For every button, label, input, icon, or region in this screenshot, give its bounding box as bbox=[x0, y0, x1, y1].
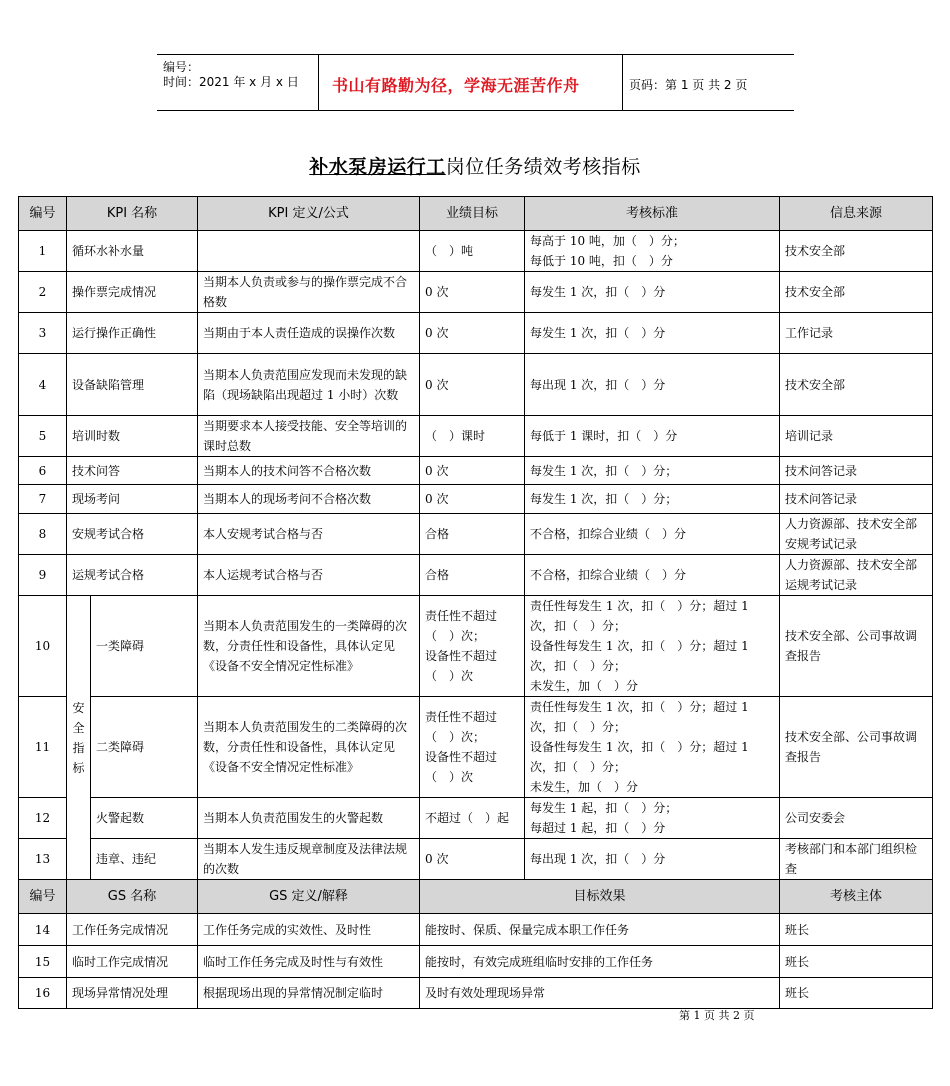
row-number: 1 bbox=[19, 231, 67, 272]
table-row bbox=[19, 555, 933, 596]
table-row bbox=[19, 313, 933, 354]
kpi-source: 技术安全部、公司事故调查报告 bbox=[780, 596, 933, 697]
header-cell: 编号 bbox=[19, 197, 67, 231]
kpi-name: 培训时数 bbox=[67, 416, 198, 457]
kpi-source: 公司安委会 bbox=[780, 798, 933, 839]
kpi-definition: 当期本人负责范围发生的火警起数 bbox=[198, 798, 420, 839]
kpi-standard: 每发生 1 次，扣（ ）分； bbox=[525, 457, 780, 485]
header-cell: 业绩目标 bbox=[420, 197, 525, 231]
document-header bbox=[157, 54, 794, 111]
kpi-name: 设备缺陷管理 bbox=[67, 354, 198, 416]
table-row bbox=[19, 485, 933, 514]
header-cell: GS 名称 bbox=[67, 880, 198, 914]
gs-name: 临时工作完成情况 bbox=[67, 946, 198, 978]
kpi-source: 技术安全部 bbox=[780, 354, 933, 416]
kpi-target: 0 次 bbox=[420, 839, 525, 880]
kpi-target: 0 次 bbox=[420, 354, 525, 416]
table-row bbox=[19, 272, 933, 313]
kpi-definition: 本人运规考试合格与否 bbox=[198, 555, 420, 596]
gs-name: 现场异常情况处理 bbox=[67, 978, 198, 1009]
table-row bbox=[19, 354, 933, 416]
gs-header-row bbox=[19, 880, 933, 914]
gs-effect: 及时有效处理现场异常 bbox=[420, 978, 780, 1009]
table-row bbox=[19, 946, 933, 978]
header-cell: 信息来源 bbox=[780, 197, 933, 231]
kpi-standard: 责任性每发生 1 次，扣（ ）分；超过 1 次，扣（ ）分； 设备性每发生 1 次，扣（ ）分；超过 1 次，扣（ ）分； 未发生，加（ ）分 bbox=[525, 697, 780, 798]
row-number: 7 bbox=[19, 485, 67, 514]
title-position-name: 补水泵房运行工 bbox=[309, 156, 446, 178]
kpi-target: 不超过（ ）起 bbox=[420, 798, 525, 839]
kpi-definition: 当期本人发生违反规章制度及法律法规的次数 bbox=[198, 839, 420, 880]
row-number: 15 bbox=[19, 946, 67, 978]
kpi-name: 一类障碍 bbox=[91, 596, 198, 697]
kpi-name: 火警起数 bbox=[91, 798, 198, 839]
kpi-definition: 当期要求本人接受技能、安全等培训的课时总数 bbox=[198, 416, 420, 457]
kpi-definition: 当期本人负责范围发生的二类障碍的次数，分责任性和设备性，具体认定见《设备不安全情况定性标准》 bbox=[198, 697, 420, 798]
header-cell: 考核主体 bbox=[780, 880, 933, 914]
row-number: 2 bbox=[19, 272, 67, 313]
kpi-target: 责任性不超过（ ）次； 设备性不超过（ ）次 bbox=[420, 697, 525, 798]
safety-group-label: 安全指标 bbox=[67, 596, 91, 880]
kpi-source: 人力资源部、技术安全部运规考试记录 bbox=[780, 555, 933, 596]
row-number: 8 bbox=[19, 514, 67, 555]
kpi-source: 技术安全部 bbox=[780, 272, 933, 313]
title-rest: 岗位任务绩效考核指标 bbox=[445, 156, 641, 178]
kpi-target: 合格 bbox=[420, 555, 525, 596]
kpi-standard: 每发生 1 次，扣（ ）分 bbox=[525, 272, 780, 313]
kpi-source: 工作记录 bbox=[780, 313, 933, 354]
header-cell: KPI 定义/公式 bbox=[198, 197, 420, 231]
table-row bbox=[19, 416, 933, 457]
kpi-target: 0 次 bbox=[420, 485, 525, 514]
row-number: 10 bbox=[19, 596, 67, 697]
kpi-standard: 每高于 10 吨，加（ ）分； 每低于 10 吨，扣（ ）分 bbox=[525, 231, 780, 272]
kpi-standard: 每出现 1 次，扣（ ）分 bbox=[525, 354, 780, 416]
kpi-standard: 不合格，扣综合业绩（ ）分 bbox=[525, 514, 780, 555]
kpi-definition: 本人安规考试合格与否 bbox=[198, 514, 420, 555]
kpi-definition: 当期本人负责范围应发现而未发现的缺陷（现场缺陷出现超过 1 小时）次数 bbox=[198, 354, 420, 416]
table-row bbox=[19, 697, 933, 798]
kpi-target: 责任性不超过（ ）次； 设备性不超过（ ）次 bbox=[420, 596, 525, 697]
kpi-name: 运规考试合格 bbox=[67, 555, 198, 596]
table-row bbox=[19, 514, 933, 555]
kpi-target: 0 次 bbox=[420, 457, 525, 485]
header-page-info: 页码：第 1 页 共 2 页 bbox=[629, 78, 748, 92]
gs-definition: 工作任务完成的实效性、及时性 bbox=[198, 914, 420, 946]
kpi-standard: 每发生 1 起，扣（ ）分； 每超过 1 起，扣（ ）分 bbox=[525, 798, 780, 839]
kpi-definition: 当期本人负责范围发生的一类障碍的次数，分责任性和设备性，具体认定见《设备不安全情况定性标准》 bbox=[198, 596, 420, 697]
kpi-source: 培训记录 bbox=[780, 416, 933, 457]
table-row bbox=[19, 798, 933, 839]
row-number: 16 bbox=[19, 978, 67, 1009]
kpi-source: 技术问答记录 bbox=[780, 485, 933, 514]
kpi-standard: 每发生 1 次，扣（ ）分； bbox=[525, 485, 780, 514]
header-cell: 目标效果 bbox=[420, 880, 780, 914]
kpi-source: 技术安全部 bbox=[780, 231, 933, 272]
kpi-source: 技术问答记录 bbox=[780, 457, 933, 485]
gs-owner: 班长 bbox=[780, 914, 933, 946]
gs-name: 工作任务完成情况 bbox=[67, 914, 198, 946]
table-row bbox=[19, 231, 933, 272]
kpi-definition bbox=[198, 231, 420, 272]
gs-definition: 根据现场出现的异常情况制定临时 bbox=[198, 978, 420, 1009]
header-divider bbox=[318, 55, 319, 110]
document-number-label: 编号： bbox=[163, 60, 200, 74]
kpi-name: 操作票完成情况 bbox=[67, 272, 198, 313]
row-number: 9 bbox=[19, 555, 67, 596]
kpi-target: （ ）吨 bbox=[420, 231, 525, 272]
gs-effect: 能按时、保质、保量完成本职工作任务 bbox=[420, 914, 780, 946]
header-cell: KPI 名称 bbox=[67, 197, 198, 231]
page-title bbox=[0, 152, 950, 179]
gs-owner: 班长 bbox=[780, 946, 933, 978]
header-motto: 书山有路勤为径，学海无涯苦作舟 bbox=[332, 76, 580, 95]
kpi-definition: 当期由于本人责任造成的误操作次数 bbox=[198, 313, 420, 354]
kpi-source: 人力资源部、技术安全部安规考试记录 bbox=[780, 514, 933, 555]
kpi-name: 运行操作正确性 bbox=[67, 313, 198, 354]
table-row bbox=[19, 914, 933, 946]
kpi-standard: 责任性每发生 1 次，扣（ ）分；超过 1 次，扣（ ）分； 设备性每发生 1 次，扣（ ）分；超过 1 次，扣（ ）分； 未发生，加（ ）分 bbox=[525, 596, 780, 697]
kpi-name: 二类障碍 bbox=[91, 697, 198, 798]
kpi-name: 循环水补水量 bbox=[67, 231, 198, 272]
kpi-name: 违章、违纪 bbox=[91, 839, 198, 880]
row-number: 12 bbox=[19, 798, 67, 839]
row-number: 13 bbox=[19, 839, 67, 880]
kpi-source: 技术安全部、公司事故调查报告 bbox=[780, 697, 933, 798]
page-footer: 第 1 页 共 2 页 bbox=[679, 1009, 755, 1022]
kpi-target: （ ）课时 bbox=[420, 416, 525, 457]
kpi-standard: 不合格，扣综合业绩（ ）分 bbox=[525, 555, 780, 596]
kpi-definition: 当期本人的技术问答不合格次数 bbox=[198, 457, 420, 485]
kpi-header-row bbox=[19, 197, 933, 231]
kpi-standard: 每低于 1 课时，扣（ ）分 bbox=[525, 416, 780, 457]
table-row bbox=[19, 596, 933, 697]
kpi-standard: 每发生 1 次，扣（ ）分 bbox=[525, 313, 780, 354]
document-date: 时间：2021 年 x 月 x 日 bbox=[163, 75, 299, 89]
kpi-definition: 当期本人的现场考问不合格次数 bbox=[198, 485, 420, 514]
header-cell: 考核标准 bbox=[525, 197, 780, 231]
table-row bbox=[19, 457, 933, 485]
gs-definition: 临时工作任务完成及时性与有效性 bbox=[198, 946, 420, 978]
row-number: 6 bbox=[19, 457, 67, 485]
gs-effect: 能按时，有效完成班组临时安排的工作任务 bbox=[420, 946, 780, 978]
header-divider bbox=[622, 55, 623, 110]
kpi-name: 技术问答 bbox=[67, 457, 198, 485]
kpi-name: 现场考问 bbox=[67, 485, 198, 514]
row-number: 14 bbox=[19, 914, 67, 946]
kpi-standard: 每出现 1 次，扣（ ）分 bbox=[525, 839, 780, 880]
kpi-target: 合格 bbox=[420, 514, 525, 555]
kpi-table bbox=[18, 196, 933, 1009]
row-number: 11 bbox=[19, 697, 67, 798]
table-row bbox=[19, 839, 933, 880]
kpi-target: 0 次 bbox=[420, 313, 525, 354]
header-cell: 编号 bbox=[19, 880, 67, 914]
row-number: 5 bbox=[19, 416, 67, 457]
row-number: 4 bbox=[19, 354, 67, 416]
row-number: 3 bbox=[19, 313, 67, 354]
gs-owner: 班长 bbox=[780, 978, 933, 1009]
header-cell: GS 定义/解释 bbox=[198, 880, 420, 914]
table-row bbox=[19, 978, 933, 1009]
kpi-target: 0 次 bbox=[420, 272, 525, 313]
kpi-definition: 当期本人负责或参与的操作票完成不合格数 bbox=[198, 272, 420, 313]
kpi-name: 安规考试合格 bbox=[67, 514, 198, 555]
kpi-source: 考核部门和本部门组织检查 bbox=[780, 839, 933, 880]
